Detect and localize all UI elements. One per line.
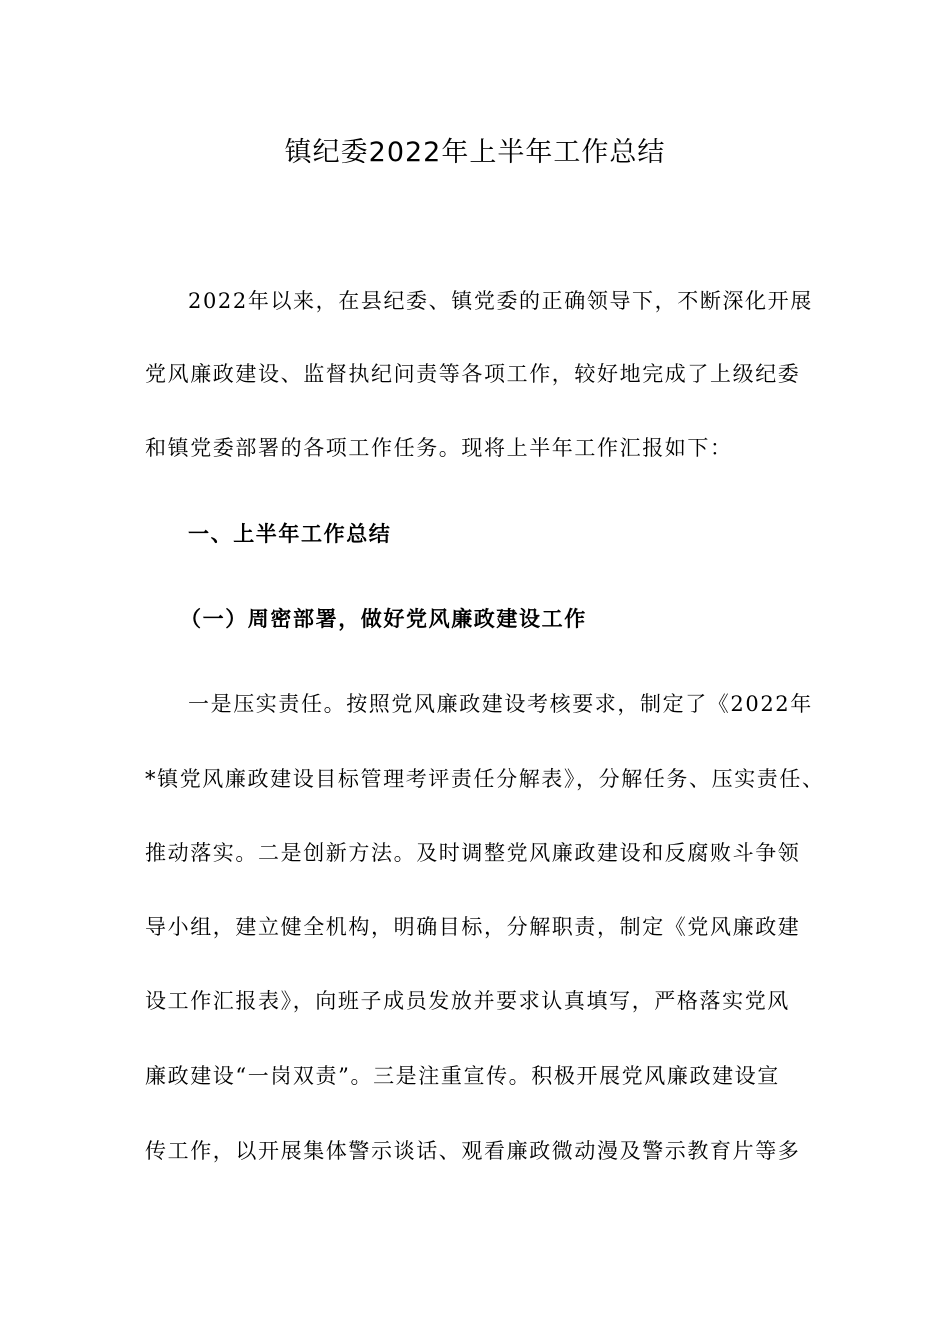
paragraph-line: 和镇党委部署的各项工作任务。现将上半年工作汇报如下： — [145, 436, 733, 460]
paragraph-line: 廉政建设“一岗双责”。三是注重宣传。积极开展党风廉政建设宣 — [145, 1064, 780, 1088]
subsection-heading: （一）周密部署，做好党风廉政建设工作 — [180, 606, 587, 631]
document-title: 镇纪委2022年上半年工作总结 — [284, 137, 666, 168]
paragraph-line: 设工作汇报表》，向班子成员发放并要求认真填写，严格落实党风 — [145, 989, 790, 1013]
section-heading: 一、上半年工作总结 — [188, 521, 392, 546]
paragraph-line: 党风廉政建设、监督执纪问责等各项工作，较好地完成了上级纪委 — [145, 362, 801, 386]
paragraph-line: 传工作，以开展集体警示谈话、观看廉政微动漫及警示教育片等多 — [145, 1139, 801, 1163]
paragraph-line: 推动落实。二是创新方法。及时调整党风廉政建设和反腐败斗争领 — [145, 841, 801, 865]
paragraph-line: 一是压实责任。按照党风廉政建设考核要求，制定了《2022年 — [188, 692, 813, 716]
paragraph-line: 导小组，建立健全机构，明确目标，分解职责，制定《党风廉政建 — [145, 915, 801, 939]
paragraph-line: *镇党风廉政建设目标管理考评责任分解表》，分解任务、压实责任、 — [145, 767, 825, 791]
paragraph-line: 2022年以来，在县纪委、镇党委的正确领导下，不断深化开展 — [188, 289, 813, 313]
